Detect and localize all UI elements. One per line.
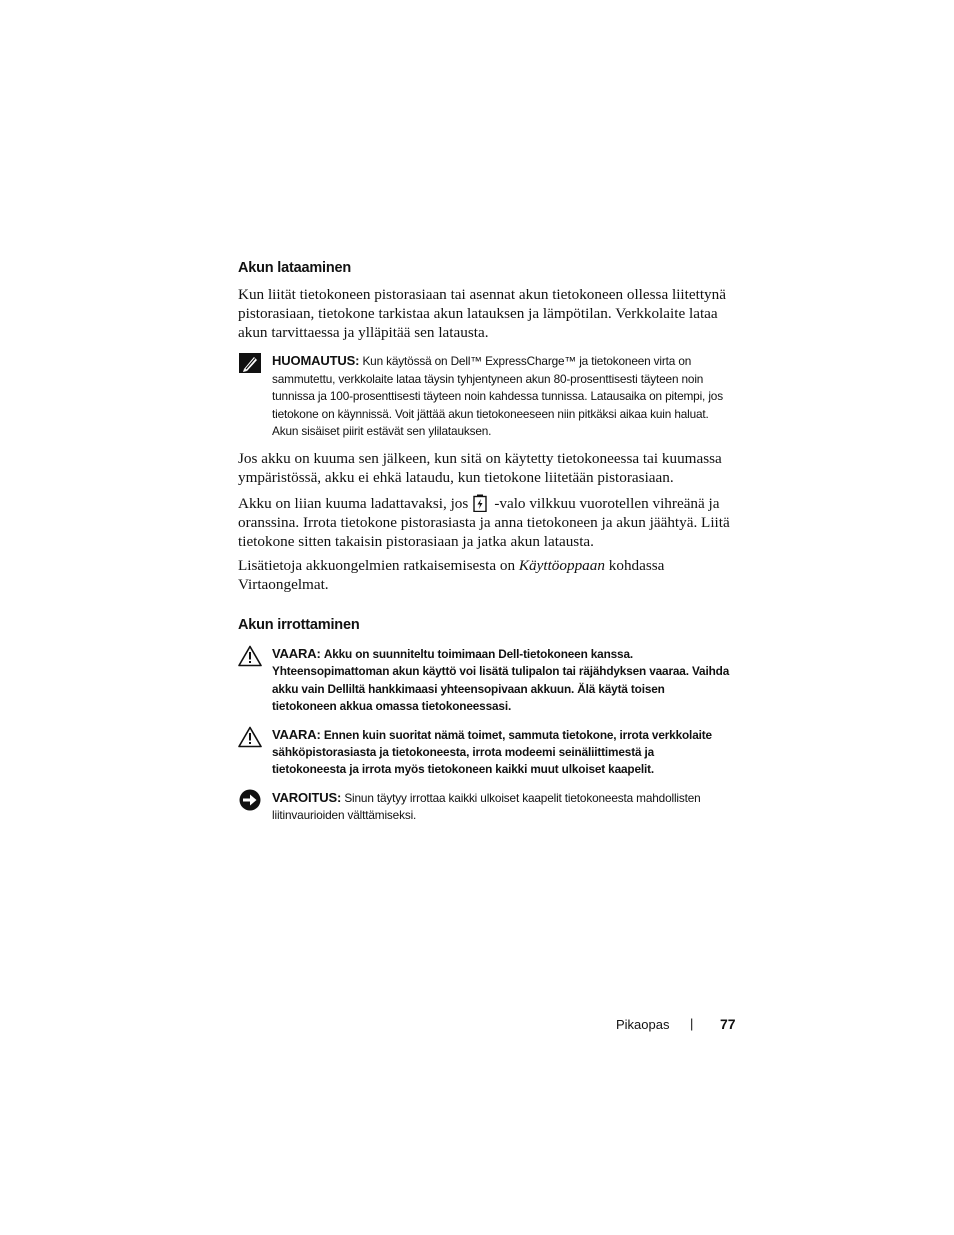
caution-block [238,789,730,825]
note-text: Kun käytössä on Dell™ ExpressCharge™ ja tietokoneen virta on sammutettu, verkkolaite lataa täysin tyhjentyneen akun 80-prosenttisesti täyteen noin tunnissa ja 100-prosenttisesti täyteen noin kahdessa tunnissa. Latausaika on pitempi, jos tietokone on käynnissä. Voit jättää akun tietokoneeseen niin pitkäksi aikaa kuin haluat. Akun sisäiset piirit estävät sen ylilatauksen. [272,354,723,439]
battery-light-text-end: -valo vilkkuu vuorotellen vihreänä ja oranssina. Irrota tietokone pistorasiasta ja anna tietokoneen ja akun jäähtyä. Liitä tietokone sitten takaisin pistorasiaan ja jatka akun latausta. [238,495,730,550]
section-heading-removing: Akun irrottaminen [238,617,360,633]
pencil-note-icon [238,352,262,374]
warning-label: VAARA: [272,726,321,742]
battery-light-text-start: Akku on liian kuuma ladattavaksi, jos [238,495,469,513]
note-label: HUOMAUTUS: [272,353,360,369]
more-info-text-end: kohdassa Virtaongelmat. [238,557,665,594]
warning-block-1 [238,645,730,716]
warning-triangle-icon [238,645,262,667]
footer-section-title: Pikaopas [616,1017,670,1032]
caution-label: VAROITUS: [272,789,342,805]
battery-status-icon [472,494,488,512]
paragraph-hot-battery: Jos akku on kuuma sen jälkeen, kun sitä on käytetty tietokoneessa tai kuumassa ympäristössä, akku ei ehkä lataudu, kun tietokone liitetään pistorasiaan. [238,450,722,487]
caution-text: Sinun täytyy irrottaa kaikki ulkoiset kaapelit tietokoneesta mahdollisten liitinvaurioiden välttämiseksi. [272,790,701,823]
paragraph-more-info [238,557,730,595]
page-content [238,258,730,835]
page-number: 77 [720,1016,736,1032]
more-info-text-start: Lisätietoja akkuongelmien ratkaisemisesta on [238,557,516,575]
warning-text: Akku on suunniteltu toimimaan Dell-tietokoneen kanssa. Yhteensopimattoman akun käyttö voi lisätä tulipalon tai räjähdyksen vaaraa. Vaihda akku vain Delliltä hankkimaasi yhteensopivaan akkuun. Älä käytä toisen tietokoneen akkua omassa tietokoneessasi. [272,647,730,714]
paragraph-battery-light [238,494,730,551]
footer-separator: | [690,1016,694,1031]
warning-triangle-icon [238,726,262,748]
warning-label: VAARA: [272,646,321,661]
users-guide-reference: Käyttöoppaan [518,557,605,575]
warning-block-2 [238,726,730,779]
caution-arrow-icon [238,789,262,811]
warning-text: Ennen kuin suoritat nämä toimet, sammuta tietokone, irrota verkkolaite sähköpistorasiasta ja tietokoneesta, irrota modeemi seinäliittimestä ja tietokoneesta ja irrota myös tietokoneen kaikki muut ulkoiset kaapelit. [272,727,712,777]
section-heading-charging: Akun lataaminen [238,260,352,276]
note-block [238,352,730,440]
paragraph-charging-intro: Kun liität tietokoneen pistorasiaan tai asennat akun tietokoneen ollessa liitettynä pistorasiaan, tietokone tarkistaa akun latauksen ja lämpötilan. Verkkolaite lataa akun tarvittaessa ja ylläpitää sen latausta. [238,286,726,341]
